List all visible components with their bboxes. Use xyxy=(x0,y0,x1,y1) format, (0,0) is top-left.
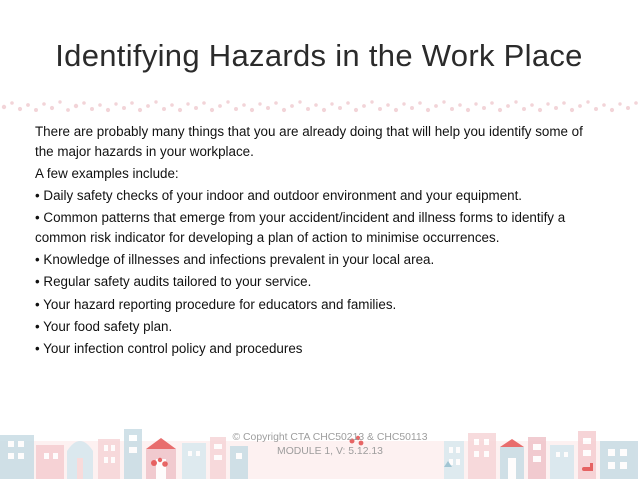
decorative-dot-band xyxy=(0,98,638,116)
slide-title: Identifying Hazards in the Work Place xyxy=(55,38,583,73)
intro-paragraph: There are probably many things that you are already doing that will help you identify some of the major hazards in your workplace. xyxy=(35,124,583,159)
examples-heading: A few examples include: xyxy=(35,165,179,181)
bullet-item: • Regular safety audits tailored to your service. xyxy=(35,274,312,290)
bullet-item: • Common patterns that emerge from your accident/incident and illness forms to identify a common risk indicator for developing a plan of action to minimise occurrences. xyxy=(35,210,566,245)
bullet-item: • Daily safety checks of your indoor and outdoor environment and your equipment. xyxy=(35,188,523,204)
bullet-item: • Knowledge of illnesses and infections prevalent in your local area. xyxy=(35,252,435,268)
bullet-item: • Your infection control policy and procedures xyxy=(35,340,303,356)
copyright-text: © Copyright CTA CHC50213 & CHC50113 MODULE 1, V: 5.12.13 xyxy=(232,432,428,457)
slide-content xyxy=(35,122,605,361)
bullet-item: • Your hazard reporting procedure for educators and families. xyxy=(35,296,397,312)
bullet-item: • Your food safety plan. xyxy=(35,318,173,334)
